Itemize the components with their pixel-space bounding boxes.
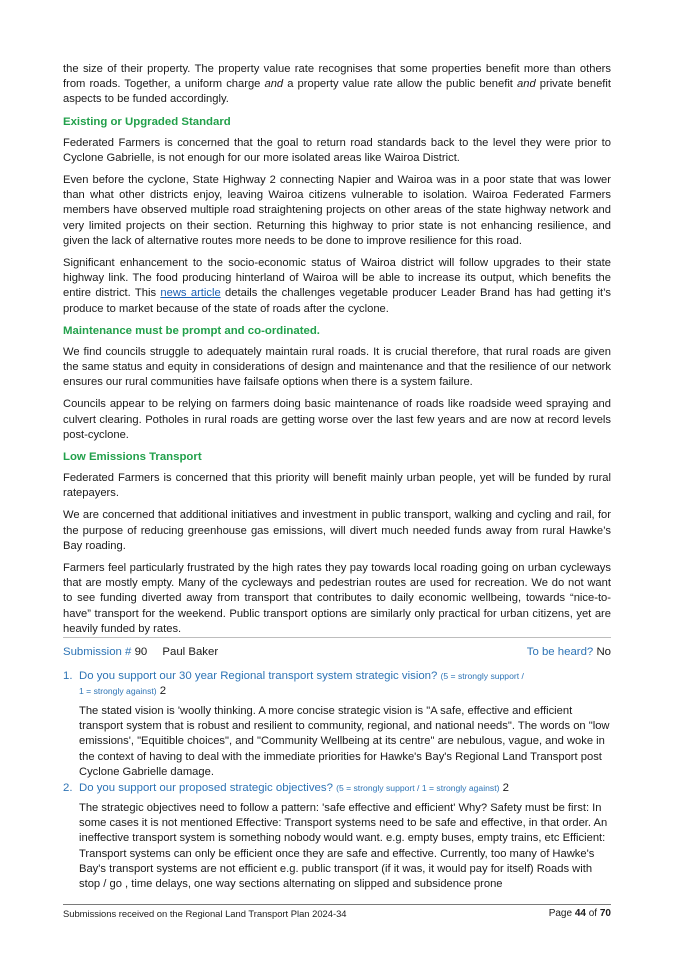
question-text: 2. Do you support our proposed strategic objectives? (5 = strongly support / 1 = strongly against) 2	[63, 782, 509, 794]
paragraph: Councils appear to be relying on farmers doing basic maintenance of roads like roadside weed spraying and culvert clearing. Potholes in rural roads are getting worse over the last few years and are now at record levels post-cyclone.	[63, 398, 611, 441]
question-1	[63, 669, 611, 780]
paragraph: Even before the cyclone, State Highway 2 connecting Napier and Wairoa was in a poor state that was lower than what other districts enjoy, leaving Wairoa citizens vulnerable to isolation. Wairoa Federated Farmers members have observed multiple road straightening projects on other areas of the state highway network and very limited projects on their section. Returning this highway to prior state is not enhancing resilience, and given the lack of alternative routes more needs to be done to improve resilience for this road.	[63, 174, 611, 247]
section-heading-low-emissions: Low Emissions Transport	[63, 451, 202, 464]
footer	[63, 908, 611, 920]
page-number: Page 44 of 70	[548, 908, 611, 919]
paragraph: Significant enhancement to the socio-economic status of Wairoa district will follow upgrades to their state highway link. The food producing hinterland of Wairoa will be able to increase its output, which benefits the entire district. This news article details the challenges vegetable producer Leader Brand has had getting it’s produce to market because of the state of roads after the cyclone.	[63, 257, 611, 315]
footer-divider	[63, 904, 611, 905]
main-content	[63, 62, 611, 644]
to-be-heard: To be heard? No	[526, 646, 611, 658]
answer-value: 2	[159, 685, 167, 697]
paragraph: Farmers feel particularly frustrated by the high rates they pay towards local roading going on urban cycleways that are mostly empty. Many of the cycleways and pedestrian routes are used for recreation. We do not want to see funding diverted away from transport that contributes to daily economic wellbeing, towards “nice-to-have” transport for the weekend. Public transport options are similarly only practical for urban citizens, yet are heavily funded by rates.	[63, 562, 611, 635]
section-heading-existing: Existing or Upgraded Standard	[63, 115, 231, 128]
paragraph: Federated Farmers is concerned that the goal to return road standards back to the level they were prior to Cyclone Gabrielle, is not enough for our more isolated areas like Wairoa District.	[63, 136, 611, 164]
submission-number: 90	[134, 646, 148, 658]
question-text: 1. Do you support our 30 year Regional transport system strategic vision? (5 = strongly support / 1 = strongly against) 2	[63, 670, 524, 697]
paragraph: Federated Farmers is concerned that this priority will benefit mainly urban people, yet will be funded by rural ratepayers.	[63, 472, 611, 500]
paragraph: the size of their property. The property value rate recognises that some properties benefit more than others from roads. Together, a uniform charge and a property value rate allow the public benefit and private benefit aspects to be funded accordingly.	[63, 63, 611, 106]
answer-value: 2	[502, 782, 509, 794]
response-text: The strategic objectives need to follow a pattern: 'safe effective and efficient' Why? Safety must be first: In some cases it is not mentioned Effective: Transport systems need to be safe and effective, in that order. An ineffective transport system is something nobody would want. e.g. empty buses, empty trains, etc Efficient: Transport systems can only be efficient once they are safe and effective. Currently, too many of Hawke's Bay's transport systems are not efficient e.g. public transport (if it was, it would pay for itself) Roads with stop / go , time delays, one way sections alternating on slipped and subsidence prone	[79, 802, 608, 891]
submission-header	[63, 645, 611, 660]
submission-label: Submission #	[63, 646, 132, 658]
response-text: The stated vision is 'woolly thinking. A more concise strategic vision is "A safe, effective and efficient transport system that is robust and resilient to community, regional, and national needs". The words on "low emissions', "Equitible choices", and "Community Wellbeing at its centre" are nebulous, vague, and woke in the context of having to deal with the immediate priorities for Hawke's Bay's Regional Land Transport post Cyclone Gabrielle damage.	[79, 705, 610, 778]
paragraph: We are concerned that additional initiatives and investment in public transport, walking and cycling and rail, for the purpose of reducing greenhouse gas emissions, will divert much needed funds away from rural Hawke’s Bay roading.	[63, 509, 611, 552]
news-article-link[interactable]: news article	[160, 287, 221, 300]
section-heading-maintenance: Maintenance must be prompt and co-ordinated.	[63, 324, 320, 337]
submitter-name: Paul Baker	[162, 646, 219, 658]
footer-title: Submissions received on the Regional Land Transport Plan 2024-34	[63, 908, 347, 919]
divider	[63, 637, 611, 638]
paragraph: We find councils struggle to adequately maintain rural roads. It is crucial therefore, that rural roads are given the same status and equity in considerations of design and maintenance and that the resilience of our network ensures our rural communities have failsafe options when there is a system failure.	[63, 345, 611, 389]
question-2	[63, 781, 611, 892]
